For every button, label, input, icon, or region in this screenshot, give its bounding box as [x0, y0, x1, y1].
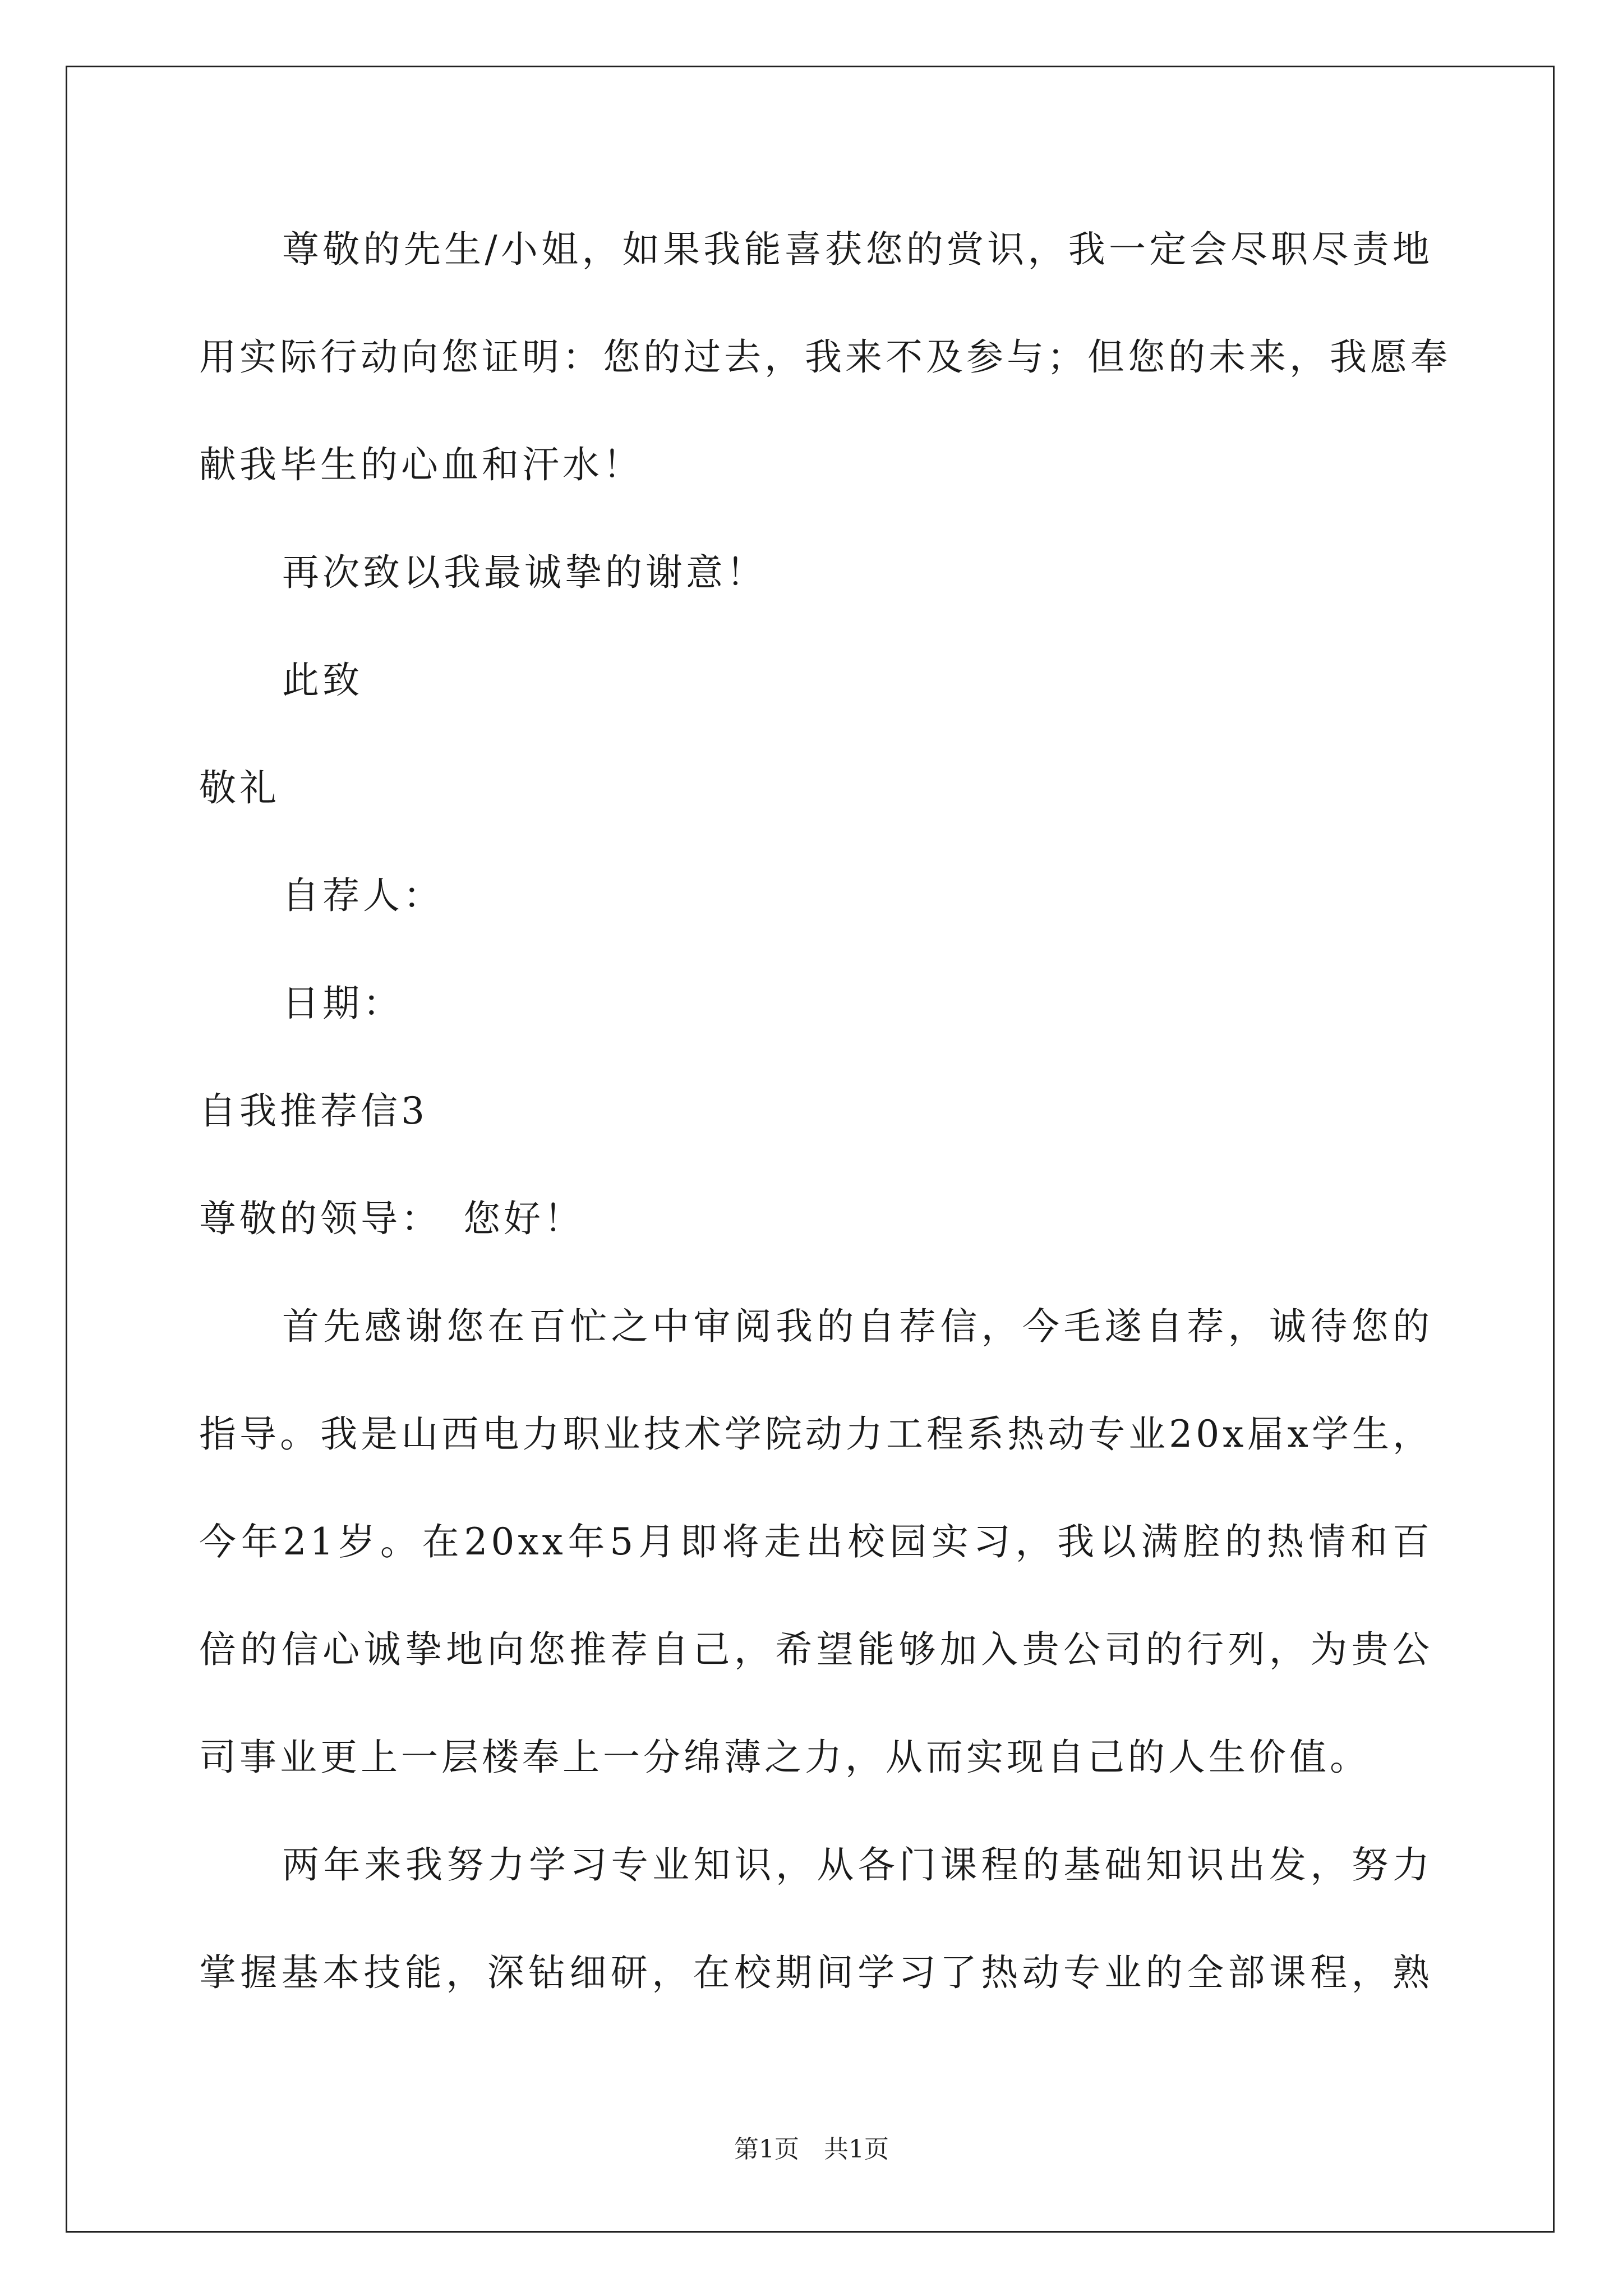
paragraph-line: 司事业更上一层楼奉上一分绵薄之力，从而实现自己的人生价值。: [199, 1736, 1370, 1779]
paragraph-line: 用实际行动向您证明：您的过去，我来不及参与；但您的未来，我愿奉: [199, 335, 1451, 379]
page-total: 共1页: [824, 2135, 889, 2164]
paragraph-line: 再次致以我最诚挚的谢意！: [282, 551, 767, 594]
paragraph-line: 尊敬的先生/小姐，如果我能喜获您的赏识，我一定会尽职尽责地: [282, 228, 1433, 271]
date-label: 日期：: [282, 982, 403, 1025]
signature-label: 自荐人：: [282, 874, 444, 917]
closing-regards: 敬礼: [199, 766, 280, 809]
paragraph-line: 两年来我努力学习专业知识，从各门课程的基础知识出发，努力: [282, 1843, 1433, 1887]
page-border: [66, 66, 1555, 2233]
closing-salutation: 此致: [282, 659, 363, 702]
section-title: 自我推荐信3: [199, 1089, 428, 1133]
paragraph-line: 倍的信心诚挚地向您推荐自己，希望能够加入贵公司的行列，为贵公: [199, 1628, 1433, 1671]
paragraph-line: 首先感谢您在百忙之中审阅我的自荐信，今毛遂自荐，诚待您的: [282, 1305, 1433, 1348]
paragraph-line: 今年21岁。在20xx年5月即将走出校园实习，我以满腔的热情和百: [199, 1520, 1433, 1563]
paragraph-line: 指导。我是山西电力职业技术学院动力工程系热动专业20x届x学生，: [199, 1412, 1433, 1456]
page-footer: [0, 2129, 1623, 2165]
greeting: 尊敬的领导： 您好！: [199, 1197, 584, 1240]
paragraph-line: 献我毕生的心血和汗水！: [199, 443, 643, 486]
page-number: 第1页: [734, 2135, 799, 2164]
paragraph-line: 掌握基本技能，深钻细研，在校期间学习了热动专业的全部课程，熟: [199, 1951, 1433, 1994]
